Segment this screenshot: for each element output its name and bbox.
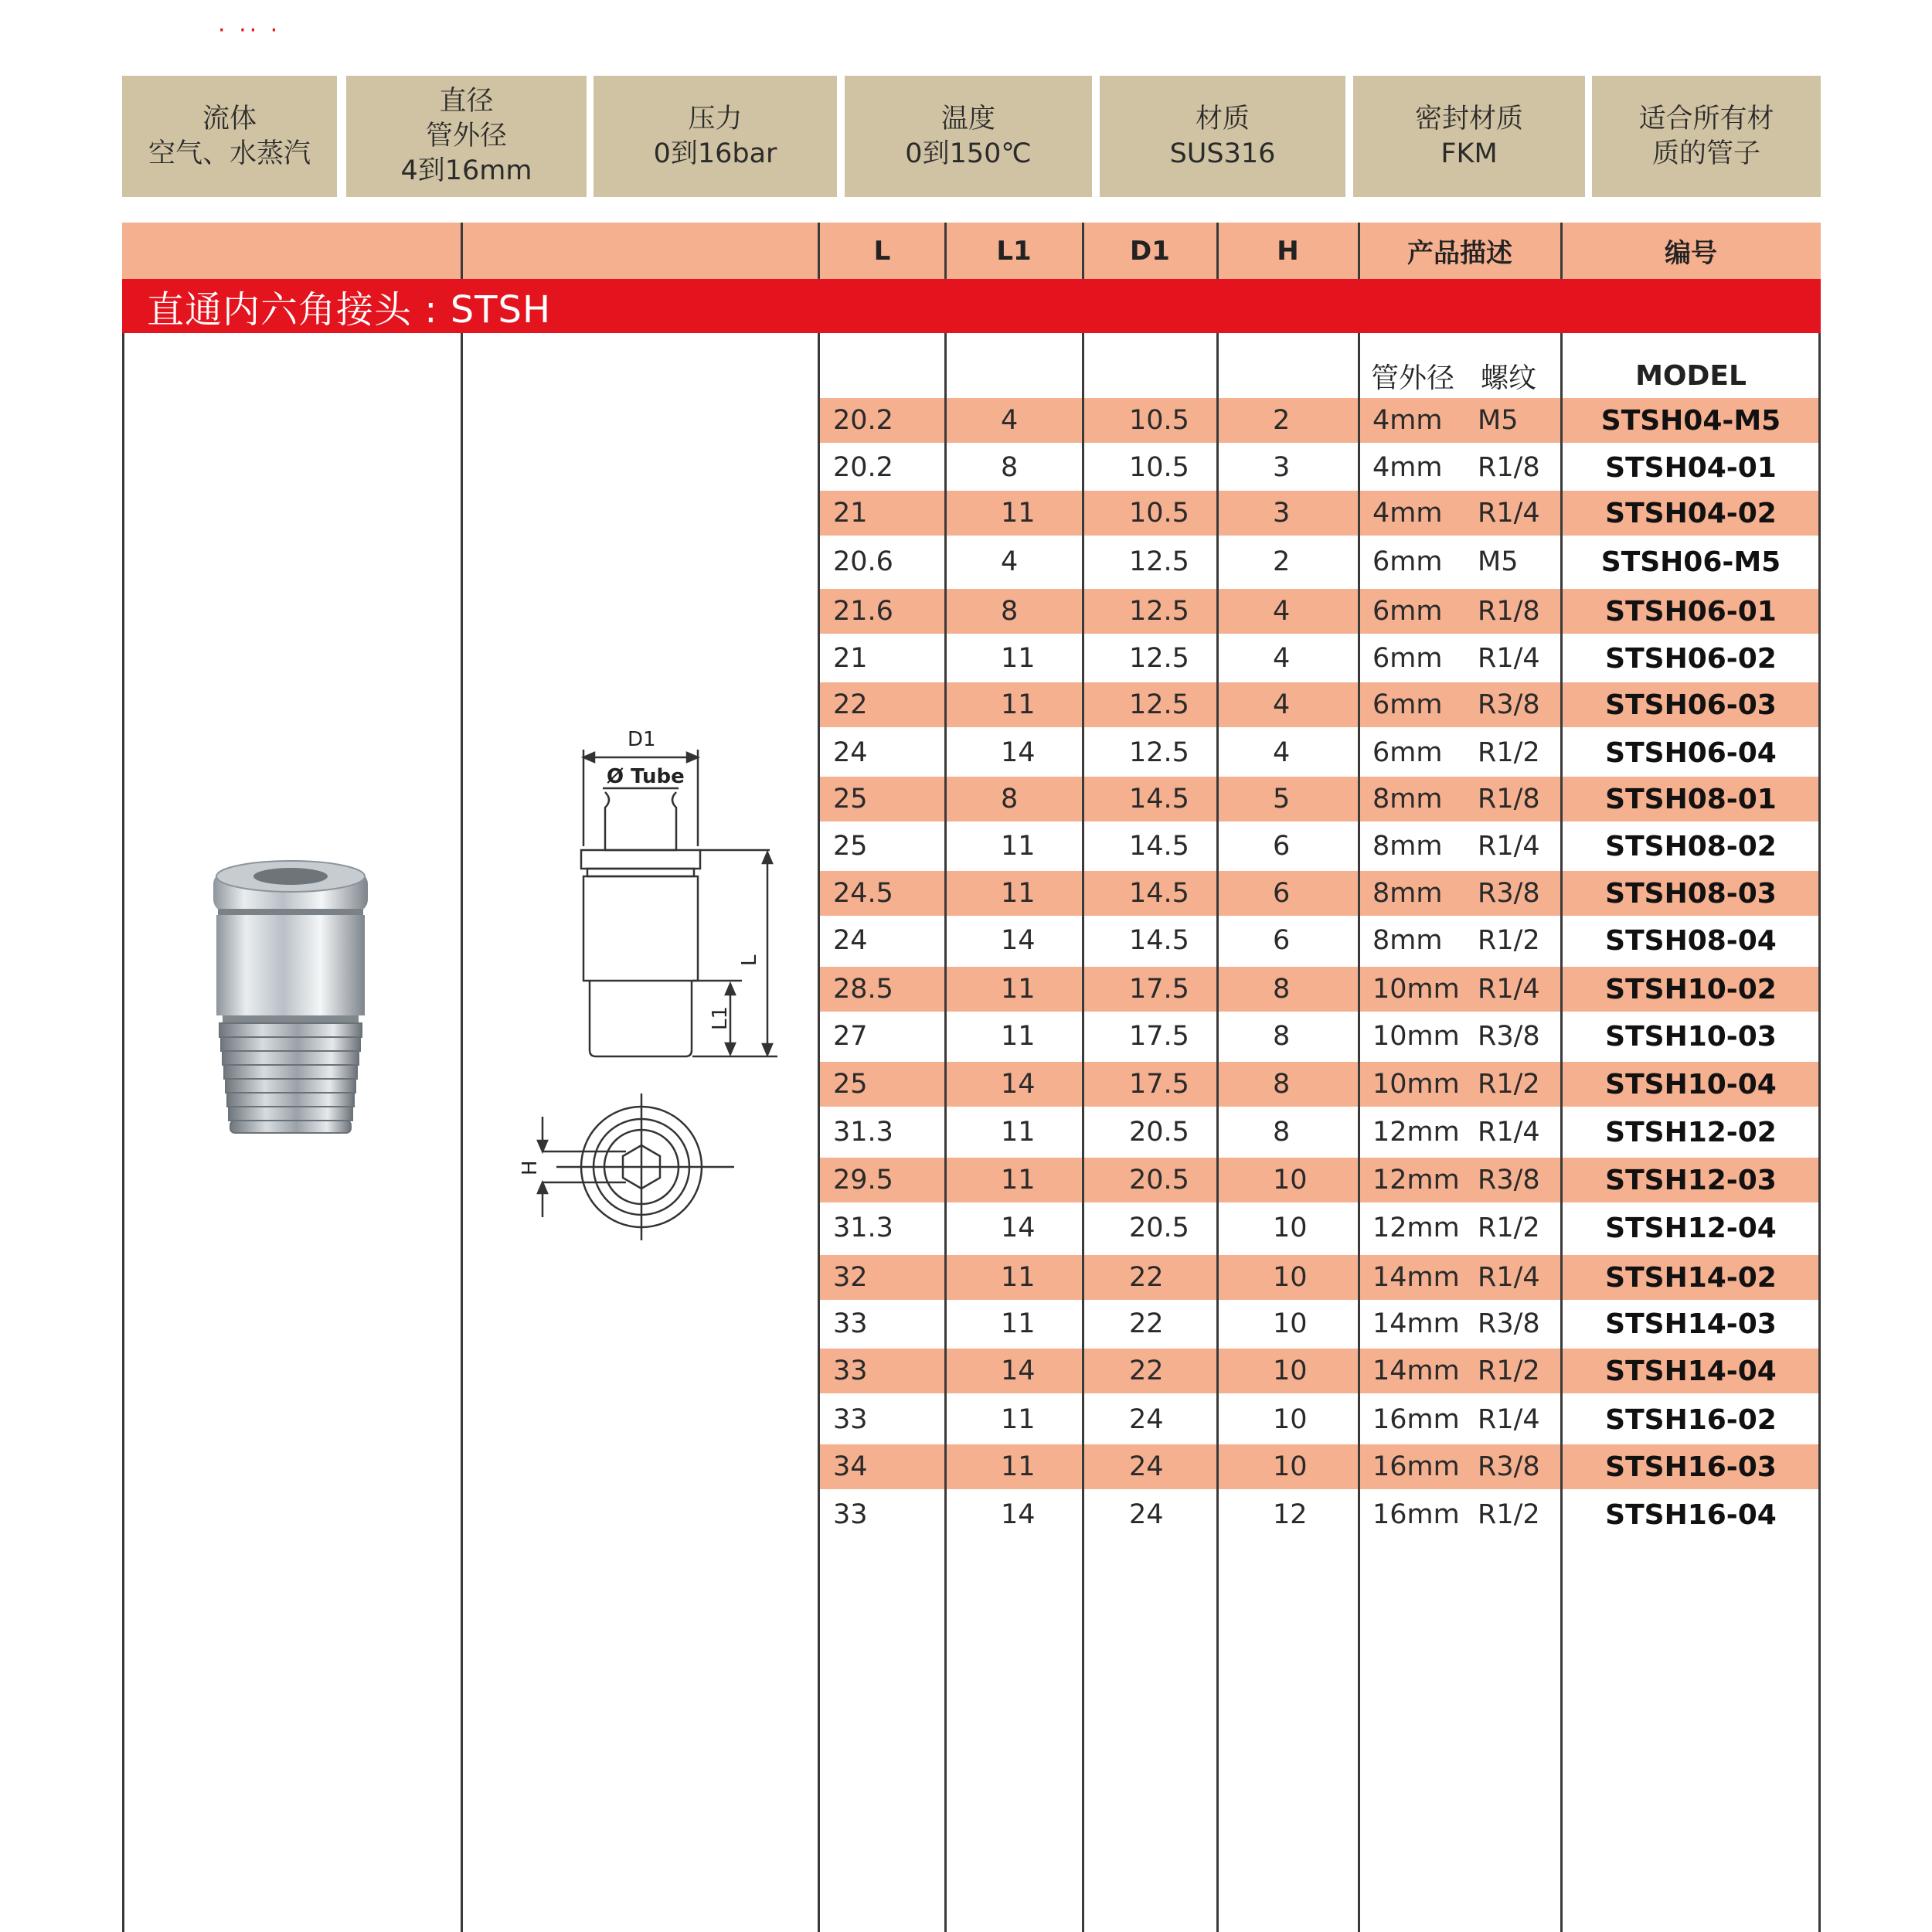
cell-tube: 10mm — [1372, 974, 1460, 1005]
cell-tube: 16mm — [1372, 1404, 1460, 1435]
cell-l1: 11 — [1001, 1165, 1036, 1196]
sub-header-tube: 管外径 — [1371, 362, 1455, 394]
cell-model: STSH08-03 — [1605, 877, 1777, 910]
grid-line — [122, 333, 124, 1932]
grid-line — [818, 223, 820, 279]
cell-model: STSH06-02 — [1605, 642, 1777, 675]
spec-value: 4到16mm — [400, 155, 532, 186]
cell-l: 20.2 — [833, 452, 893, 483]
cell-l: 28.5 — [833, 974, 893, 1005]
cell-tube: 14mm — [1372, 1262, 1460, 1293]
cell-l: 25 — [833, 831, 868, 862]
grid-line — [944, 223, 947, 279]
cell-model: STSH16-03 — [1605, 1451, 1777, 1483]
cell-model: STSH14-04 — [1605, 1355, 1777, 1387]
cell-model: STSH06-04 — [1605, 736, 1777, 769]
cell-tube: 4mm — [1372, 452, 1443, 483]
cell-tube: 12mm — [1372, 1213, 1460, 1243]
cell-l1: 11 — [1001, 1117, 1036, 1148]
cell-thread: M5 — [1478, 405, 1519, 436]
cell-l: 32 — [833, 1262, 868, 1293]
col-header-desc: 产品描述 — [1407, 238, 1512, 269]
spec-label: 材质 — [1195, 103, 1250, 134]
cell-d1: 14.5 — [1129, 831, 1189, 862]
cell-h: 6 — [1273, 831, 1291, 862]
cell-l: 29.5 — [833, 1165, 893, 1196]
cell-l: 21.6 — [833, 596, 893, 627]
drawing-label-tube: Ø Tube — [607, 765, 685, 788]
cell-model: STSH12-03 — [1605, 1164, 1777, 1196]
cell-d1: 17.5 — [1129, 974, 1189, 1005]
cell-l: 33 — [833, 1499, 868, 1530]
cell-thread: R1/4 — [1478, 1404, 1540, 1435]
cell-d1: 20.5 — [1129, 1165, 1189, 1196]
cell-d1: 14.5 — [1129, 878, 1189, 909]
cell-h: 6 — [1273, 878, 1291, 909]
cell-l1: 4 — [1001, 546, 1019, 577]
drawing-label-l1: L1 — [709, 1005, 732, 1030]
cell-thread: R1/4 — [1478, 974, 1540, 1005]
cell-tube: 8mm — [1372, 784, 1443, 815]
spec-pressure — [594, 76, 837, 197]
cell-l1: 14 — [1001, 1069, 1036, 1100]
cell-thread: R1/8 — [1478, 784, 1540, 815]
grid-line — [818, 333, 820, 1932]
cell-h: 10 — [1273, 1262, 1308, 1293]
product-photo — [207, 858, 385, 1144]
cell-h: 6 — [1273, 925, 1291, 956]
spec-label: 质的管子 — [1651, 138, 1760, 169]
spec-value: 0到16bar — [653, 138, 777, 169]
spec-label: 直径 — [439, 86, 494, 117]
cell-d1: 12.5 — [1129, 546, 1189, 577]
cell-l: 25 — [833, 1069, 868, 1100]
grid-line — [461, 223, 463, 279]
cell-model: STSH12-02 — [1605, 1116, 1777, 1148]
cell-l1: 11 — [1001, 689, 1036, 720]
cell-d1: 12.5 — [1129, 689, 1189, 720]
cell-d1: 10.5 — [1129, 498, 1189, 529]
cell-h: 4 — [1273, 737, 1291, 768]
cell-tube: 10mm — [1372, 1021, 1460, 1052]
cell-l1: 11 — [1001, 498, 1036, 529]
cell-l1: 8 — [1001, 452, 1019, 483]
cell-h: 4 — [1273, 643, 1291, 674]
cell-l: 24 — [833, 737, 868, 768]
cell-model: STSH06-M5 — [1600, 546, 1781, 578]
drawing-label-h: H — [519, 1160, 542, 1175]
cell-d1: 20.5 — [1129, 1117, 1189, 1148]
cell-l: 33 — [833, 1355, 868, 1386]
cell-tube: 10mm — [1372, 1069, 1460, 1100]
cell-tube: 6mm — [1372, 689, 1443, 720]
cell-tube: 8mm — [1372, 878, 1443, 909]
cell-l1: 8 — [1001, 784, 1019, 815]
cell-l1: 8 — [1001, 596, 1019, 627]
cell-h: 8 — [1273, 1069, 1291, 1100]
grid-line — [1216, 333, 1219, 1932]
cell-model: STSH06-03 — [1605, 689, 1777, 721]
cell-l1: 14 — [1001, 737, 1036, 768]
cell-l: 27 — [833, 1021, 868, 1052]
cell-thread: R1/8 — [1478, 452, 1540, 483]
cell-l1: 11 — [1001, 643, 1036, 674]
cell-d1: 12.5 — [1129, 737, 1189, 768]
spec-label: 压力 — [688, 103, 743, 134]
cell-d1: 12.5 — [1129, 596, 1189, 627]
cell-thread: R3/8 — [1478, 1451, 1540, 1482]
cell-l1: 11 — [1001, 1021, 1036, 1052]
cell-tube: 16mm — [1372, 1451, 1460, 1482]
cell-l: 31.3 — [833, 1213, 893, 1243]
cell-l: 31.3 — [833, 1117, 893, 1148]
sub-header-model: MODEL — [1635, 359, 1747, 392]
cell-l: 34 — [833, 1451, 868, 1482]
spec-label: 流体 — [202, 103, 257, 134]
grid-line — [944, 333, 947, 1932]
cell-d1: 24 — [1129, 1451, 1164, 1482]
cell-model: STSH12-04 — [1605, 1212, 1777, 1244]
cell-h: 12 — [1273, 1499, 1308, 1530]
cell-tube: 8mm — [1372, 831, 1443, 862]
cell-tube: 12mm — [1372, 1165, 1460, 1196]
cell-tube: 14mm — [1372, 1355, 1460, 1386]
cell-l1: 14 — [1001, 1499, 1036, 1530]
cell-d1: 24 — [1129, 1499, 1164, 1530]
grid-line — [461, 333, 463, 1932]
cell-l1: 11 — [1001, 1262, 1036, 1293]
cell-h: 8 — [1273, 1021, 1291, 1052]
cell-thread: R3/8 — [1478, 689, 1540, 720]
cell-l: 21 — [833, 643, 868, 674]
cell-l: 21 — [833, 498, 868, 529]
spec-value: SUS316 — [1169, 138, 1276, 169]
cell-d1: 10.5 — [1129, 452, 1189, 483]
cell-model: STSH10-04 — [1605, 1068, 1777, 1100]
cell-l: 25 — [833, 784, 868, 815]
cell-tube: 8mm — [1372, 925, 1443, 956]
cell-model: STSH08-02 — [1605, 830, 1777, 862]
spec-value: 空气、水蒸汽 — [148, 138, 311, 169]
cell-d1: 14.5 — [1129, 925, 1189, 956]
cell-tube: 16mm — [1372, 1499, 1460, 1530]
dimension-drawing — [510, 730, 804, 1240]
cell-thread: R1/2 — [1478, 1499, 1540, 1530]
cell-tube: 6mm — [1372, 546, 1443, 577]
cell-d1: 12.5 — [1129, 643, 1189, 674]
cell-h: 10 — [1273, 1165, 1308, 1196]
cell-l1: 14 — [1001, 1355, 1036, 1386]
cell-l: 20.6 — [833, 546, 893, 577]
grid-line — [1358, 333, 1360, 1932]
cell-tube: 4mm — [1372, 405, 1443, 436]
cell-thread: R1/2 — [1478, 925, 1540, 956]
cell-model: STSH16-02 — [1605, 1403, 1777, 1436]
spec-summary — [122, 76, 1821, 197]
cell-thread: R1/4 — [1478, 831, 1540, 862]
cell-model: STSH14-02 — [1605, 1261, 1777, 1294]
spec-tube-compat — [1592, 76, 1821, 197]
cell-d1: 10.5 — [1129, 405, 1189, 436]
cell-h: 5 — [1273, 784, 1291, 815]
grid-line — [1560, 223, 1563, 279]
cell-model: STSH04-01 — [1605, 451, 1777, 484]
col-header-d1: D1 — [1130, 235, 1170, 267]
cell-thread: R3/8 — [1478, 1021, 1540, 1052]
cell-model: STSH04-02 — [1605, 497, 1777, 529]
cell-h: 4 — [1273, 596, 1291, 627]
top-mark: · ·· · — [218, 17, 281, 44]
cell-d1: 22 — [1129, 1262, 1164, 1293]
cell-model: STSH10-03 — [1605, 1020, 1777, 1053]
grid-line — [1358, 223, 1360, 279]
cell-thread: R1/8 — [1478, 596, 1540, 627]
spec-label: 密封材质 — [1414, 103, 1523, 134]
grid-line — [1560, 333, 1563, 1932]
cell-model: STSH08-04 — [1605, 924, 1777, 957]
spec-label: 适合所有材 — [1638, 103, 1774, 134]
cell-l: 20.2 — [833, 405, 893, 436]
cell-model: STSH16-04 — [1605, 1498, 1777, 1531]
cell-h: 10 — [1273, 1451, 1308, 1482]
cell-thread: R1/4 — [1478, 1117, 1540, 1148]
sub-header-thread: 螺纹 — [1481, 362, 1537, 394]
drawing-label-l: L — [738, 954, 761, 966]
col-header-l: L — [873, 235, 891, 267]
spec-value: 0到150℃ — [905, 138, 1032, 169]
cell-h: 3 — [1273, 452, 1291, 483]
grid-line — [1082, 333, 1084, 1932]
spec-fluid — [122, 76, 337, 197]
cell-l: 22 — [833, 689, 868, 720]
cell-l1: 11 — [1001, 1308, 1036, 1339]
cell-l: 33 — [833, 1404, 868, 1435]
cell-d1: 22 — [1129, 1308, 1164, 1339]
cell-h: 2 — [1273, 405, 1291, 436]
cell-d1: 22 — [1129, 1355, 1164, 1386]
cell-l1: 11 — [1001, 831, 1036, 862]
spec-value: FKM — [1440, 138, 1498, 169]
cell-h: 8 — [1273, 1117, 1291, 1148]
cell-l1: 14 — [1001, 925, 1036, 956]
cell-h: 4 — [1273, 689, 1291, 720]
spec-temperature — [845, 76, 1092, 197]
cell-tube: 6mm — [1372, 737, 1443, 768]
cell-d1: 20.5 — [1129, 1213, 1189, 1243]
cell-model: STSH10-02 — [1605, 973, 1777, 1005]
cell-h: 10 — [1273, 1404, 1308, 1435]
cell-h: 10 — [1273, 1355, 1308, 1386]
cell-h: 10 — [1273, 1308, 1308, 1339]
cell-l: 24.5 — [833, 878, 893, 909]
cell-thread: R1/4 — [1478, 1262, 1540, 1293]
spec-diameter — [346, 76, 587, 197]
cell-h: 10 — [1273, 1213, 1308, 1243]
cell-thread: R3/8 — [1478, 878, 1540, 909]
cell-l: 33 — [833, 1308, 868, 1339]
cell-thread: M5 — [1478, 546, 1519, 577]
cell-h: 2 — [1273, 546, 1291, 577]
drawing-label-d1: D1 — [628, 730, 656, 751]
cell-h: 3 — [1273, 498, 1291, 529]
cell-d1: 17.5 — [1129, 1069, 1189, 1100]
cell-tube: 4mm — [1372, 498, 1443, 529]
cell-thread: R1/2 — [1478, 737, 1540, 768]
spec-material — [1100, 76, 1345, 197]
col-header-h: H — [1277, 235, 1299, 267]
col-header-l1: L1 — [996, 235, 1032, 267]
cell-tube: 12mm — [1372, 1117, 1460, 1148]
cell-thread: R3/8 — [1478, 1165, 1540, 1196]
col-header-code: 编号 — [1665, 238, 1717, 269]
cell-d1: 14.5 — [1129, 784, 1189, 815]
cell-thread: R1/4 — [1478, 498, 1540, 529]
cell-model: STSH08-01 — [1605, 783, 1777, 815]
cell-model: STSH04-M5 — [1600, 404, 1781, 437]
cell-model: STSH06-01 — [1605, 595, 1777, 628]
cell-thread: R3/8 — [1478, 1308, 1540, 1339]
cell-thread: R1/4 — [1478, 643, 1540, 674]
spec-label: 温度 — [940, 103, 995, 134]
cell-tube: 6mm — [1372, 643, 1443, 674]
cell-d1: 17.5 — [1129, 1021, 1189, 1052]
grid-line — [1818, 333, 1821, 1932]
cell-l1: 14 — [1001, 1213, 1036, 1243]
cell-d1: 24 — [1129, 1404, 1164, 1435]
cell-l1: 11 — [1001, 878, 1036, 909]
cell-thread: R1/2 — [1478, 1213, 1540, 1243]
cell-l: 24 — [833, 925, 868, 956]
spec-seal — [1353, 76, 1585, 197]
cell-l1: 11 — [1001, 1404, 1036, 1435]
cell-l1: 11 — [1001, 1451, 1036, 1482]
cell-h: 8 — [1273, 974, 1291, 1005]
section-title: 直通内六角接头 : STSH — [122, 279, 1821, 333]
spec-label: 管外径 — [425, 121, 507, 151]
cell-tube: 14mm — [1372, 1308, 1460, 1339]
cell-tube: 6mm — [1372, 596, 1443, 627]
cell-model: STSH14-03 — [1605, 1308, 1777, 1340]
cell-thread: R1/2 — [1478, 1069, 1540, 1100]
grid-line — [1216, 223, 1219, 279]
cell-l1: 4 — [1001, 405, 1019, 436]
cell-thread: R1/2 — [1478, 1355, 1540, 1386]
cell-l1: 11 — [1001, 974, 1036, 1005]
grid-line — [1082, 223, 1084, 279]
